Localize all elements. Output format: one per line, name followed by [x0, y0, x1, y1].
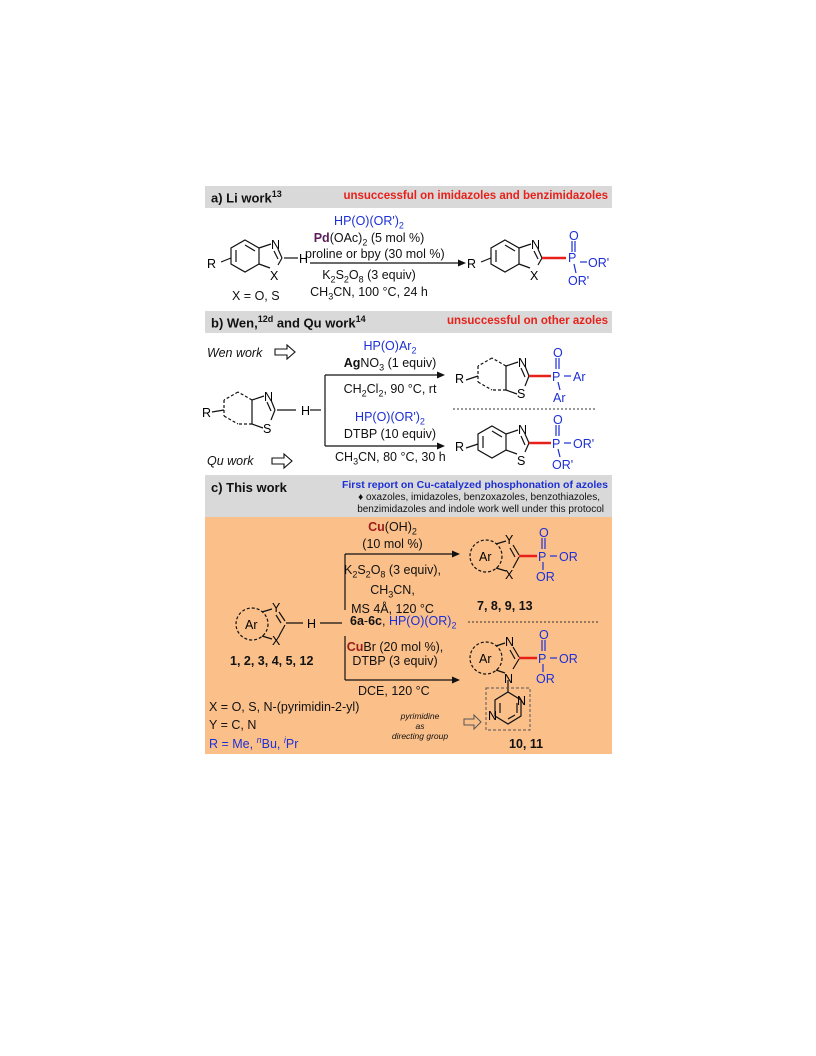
svg-text:OR': OR' [568, 274, 590, 288]
section-c-title: c) This work [211, 480, 287, 495]
svg-text:OR: OR [559, 652, 578, 666]
svg-text:N: N [518, 423, 528, 437]
svg-text:O: O [539, 526, 549, 540]
svg-text:P: P [538, 550, 547, 564]
svg-text:Ar: Ar [573, 370, 586, 384]
b-arrows [310, 375, 440, 446]
svg-text:H: H [307, 617, 317, 631]
svg-text:OR: OR [536, 672, 555, 686]
svg-text:R: R [467, 257, 477, 271]
c-directing-group-label: pyrimidine as directing group [391, 711, 449, 741]
svg-text:N: N [517, 694, 527, 708]
svg-text:Ar: Ar [479, 550, 492, 564]
a-sm-R: R [207, 257, 217, 271]
svg-text:R: R [202, 406, 212, 420]
section-a-title: a) Li work [211, 190, 272, 206]
c-top-catalyst: $Cu(OH)_2$ (10 mol %) [362, 520, 423, 551]
svg-text:S: S [517, 387, 526, 401]
section-b-note: unsuccessful on other azoles [446, 315, 608, 327]
svg-text:O: O [553, 346, 563, 360]
svg-text:O: O [539, 628, 549, 642]
svg-text:X: X [530, 269, 539, 283]
c-x-definition: X = O, S, N-(pyrimidin-2-yl) [209, 700, 360, 714]
a-reagent: HP(O)(OR') [334, 214, 399, 228]
svg-text:Ar: Ar [553, 391, 566, 405]
section-b-header: b) Wen,$^{12d}$ and Qu work$^{14}$ unsuccessful on other azoles [205, 311, 612, 333]
c-bottom-conditions: DCE, 120 °C [358, 684, 430, 698]
qu-open-arrow [272, 454, 292, 468]
wen-work-label: Wen work [207, 346, 263, 360]
c-top-product-numbers: 7, 8, 9, 13 [477, 599, 533, 613]
svg-text:Y: Y [505, 533, 514, 547]
wen-solvent: $CH_2Cl_2$, 90 °C, rt [343, 382, 437, 399]
c-mid-reagents: 6a-6c, $HP(O)(OR)_2$ [350, 614, 457, 631]
a-x-definition: X = O, S [232, 289, 280, 303]
c-top-conditions: $K_2S_2O_8$ (3 equiv), $CH_3CN$, MS 4Å, 120 °C [343, 563, 442, 616]
a-arrowhead [458, 260, 466, 267]
section-c-bullet2: benzimidazoles and indole work well under this protocol [357, 504, 604, 515]
svg-text:P: P [552, 370, 561, 384]
svg-text:OR': OR' [588, 256, 610, 270]
svg-text:OR': OR' [573, 437, 595, 451]
svg-text:N: N [504, 672, 514, 686]
wen-conditions: $HP(O)Ar_2$ AgNO$_3$ (1 equiv) [343, 339, 437, 372]
svg-text:P: P [552, 437, 561, 451]
section-c-bullet: ♦ oxazoles, imidazoles, benzoxazoles, benzothiazoles, [358, 492, 600, 503]
svg-text:H: H [301, 404, 311, 418]
svg-text:X: X [272, 634, 281, 648]
svg-text:OR: OR [559, 550, 578, 564]
svg-text:O: O [553, 413, 563, 427]
svg-text:P: P [568, 251, 577, 265]
c-r-definition: R = Me, $^n$Bu, $^i$Pr [209, 735, 299, 752]
svg-text:S: S [517, 454, 526, 468]
a-sm-H: H [299, 252, 309, 266]
a-starting-material [221, 240, 298, 272]
svg-text:Ar: Ar [245, 618, 258, 632]
svg-text:R: R [455, 372, 465, 386]
section-c-note: First report on Cu-catalyzed phosphonation of azoles [341, 479, 608, 491]
svg-text:P: P [538, 652, 547, 666]
c-arrows [320, 554, 455, 680]
a-catalyst-metal: Pd [313, 230, 330, 245]
svg-text:OR: OR [536, 570, 555, 584]
svg-text:N: N [264, 390, 274, 404]
svg-text:N: N [505, 635, 515, 649]
svg-text:S: S [263, 422, 272, 436]
c-bottom-catalyst: CuBr (20 mol %), DTBP (3 equiv) [346, 640, 444, 668]
a-sm-N: N [271, 238, 281, 252]
wen-open-arrow [275, 345, 295, 359]
a-ligand: proline or bpy (30 mol %) [305, 247, 445, 261]
b-starting-material [212, 392, 296, 428]
svg-text:X: X [505, 568, 514, 582]
svg-text:N: N [531, 238, 541, 252]
a-conditions-top: $HP(O)(OR')_2$ $Pd(OAc)_2$ (5 mol %) proline or bpy (30 mol %) [305, 214, 445, 261]
c-y-definition: Y = C, N [209, 718, 257, 732]
svg-text:N: N [518, 356, 528, 370]
c-substrate-numbers: 1, 2, 3, 4, 5, 12 [230, 654, 314, 668]
svg-text:Y: Y [272, 601, 281, 615]
qu-conditions: $HP(O)(OR')_2$ DTBP (10 equiv) [343, 410, 437, 441]
a-sm-X: X [270, 269, 279, 283]
section-a-note: unsuccessful on imidazoles and benzimidazoles [343, 190, 608, 202]
svg-text:OR': OR' [552, 458, 574, 472]
c-bottom-product-numbers: 10, 11 [509, 737, 544, 751]
section-a-ref: 13 [271, 189, 282, 199]
directing-group-arrow [464, 715, 481, 729]
qu-solvent: $CH_3CN$, 80 °C, 30 h [335, 450, 446, 467]
svg-text:Ar: Ar [479, 652, 492, 666]
svg-text:R: R [455, 440, 465, 454]
a-conditions-bottom: $K_2S_2O_8$ (3 equiv) $CH_3CN$, 100 °C, 24 h [310, 268, 428, 301]
svg-text:O: O [569, 229, 579, 243]
svg-text:N: N [488, 709, 498, 723]
qu-work-label: Qu work [207, 454, 254, 468]
